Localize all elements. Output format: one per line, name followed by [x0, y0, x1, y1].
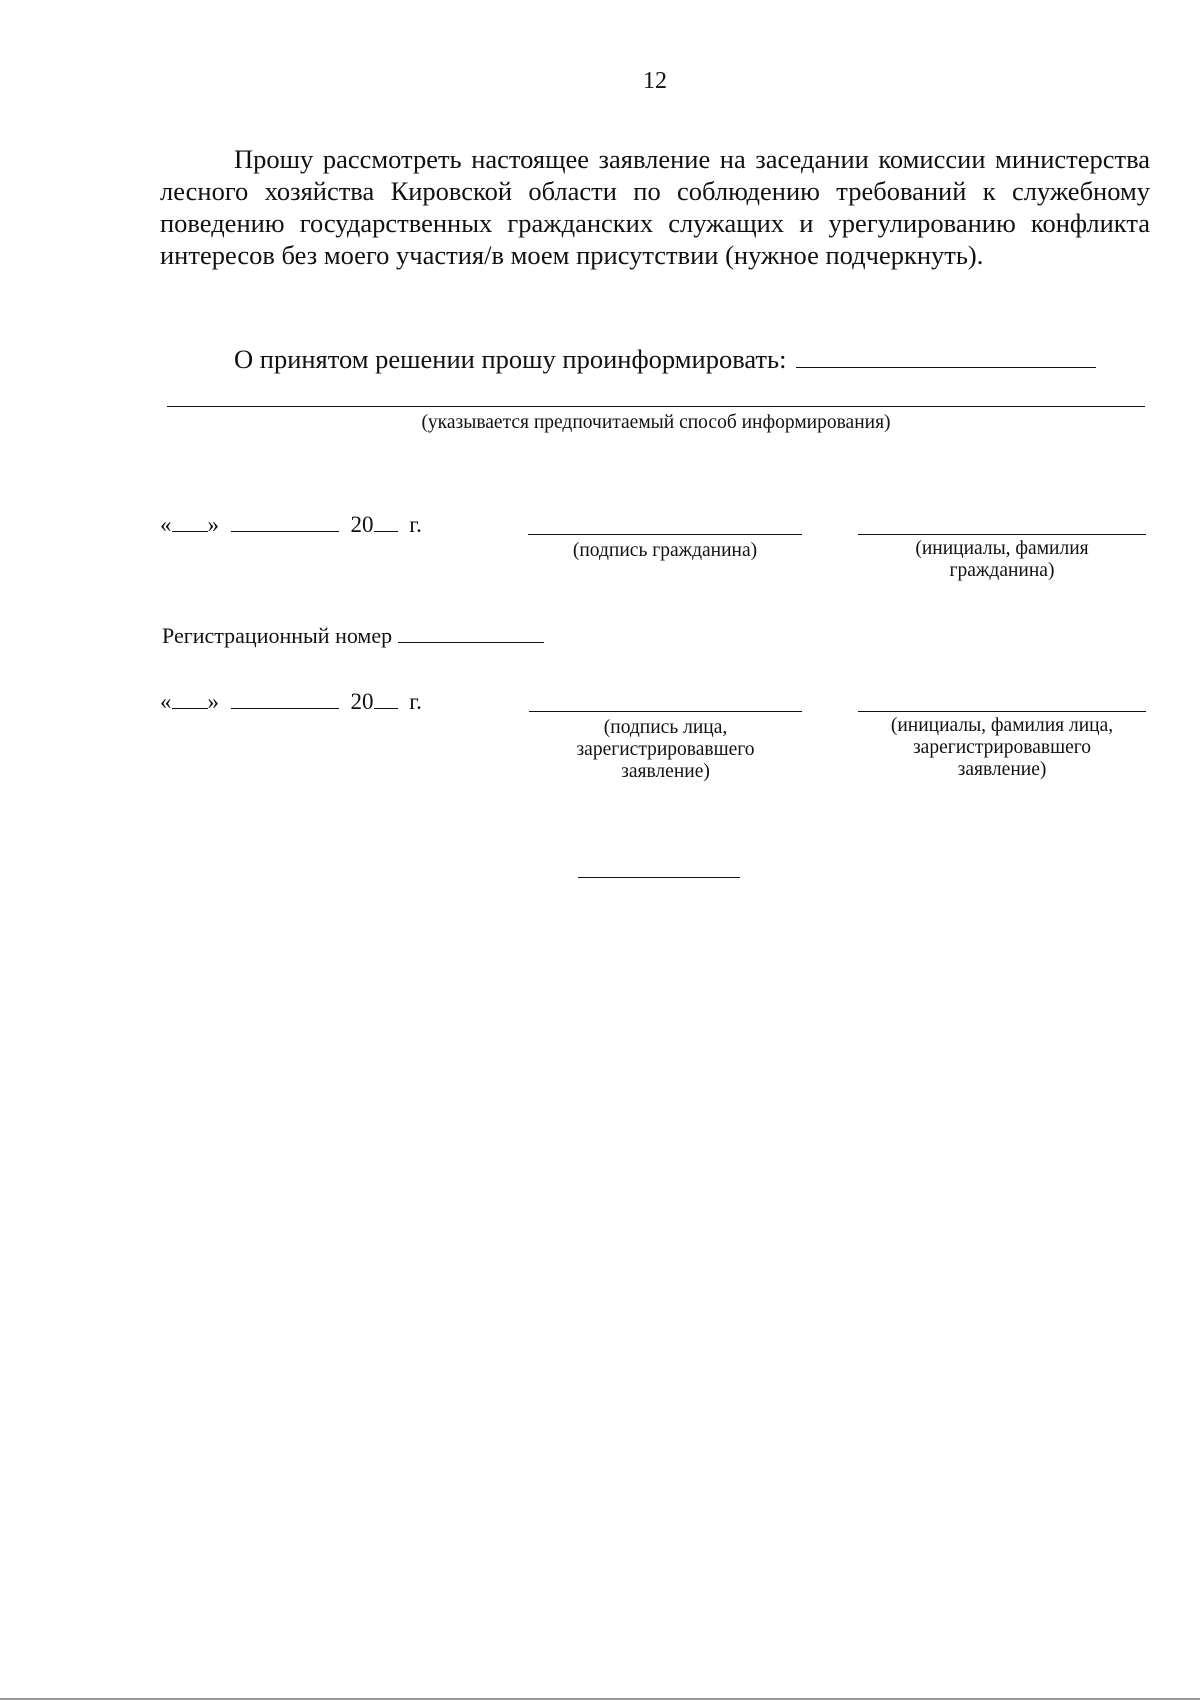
page-number: 12 [643, 68, 667, 94]
month-blank [231, 511, 339, 532]
registrar-name-line [858, 711, 1146, 712]
year-blank [374, 688, 398, 709]
registrar-date-field: « » 20 г. [160, 689, 422, 714]
registrar-signature-line [529, 711, 802, 712]
citizen-name-caption: (инициалы, фамилия гражданина) [915, 538, 1089, 581]
registration-number-field: Регистрационный номер [162, 622, 544, 649]
inform-label: О принятом решении прошу проинформировать: [234, 344, 787, 374]
inform-caption: (указывается предпочитаемый способ информирования) [421, 412, 891, 433]
citizen-signature-caption: (подпись гражданина) [572, 540, 758, 561]
inform-method-blank [796, 343, 1096, 368]
registrar-signature-caption: (подпись лица, зарегистрировавшего заявление) [576, 717, 755, 782]
inform-paragraph [160, 343, 1150, 375]
inform-method-line [167, 406, 1145, 407]
registrar-name-caption: (инициалы, фамилия лица, зарегистрировавшего заявление) [890, 715, 1114, 780]
registration-number-blank [398, 622, 544, 643]
day-blank [172, 688, 208, 709]
month-blank [231, 688, 339, 709]
day-blank [172, 511, 208, 532]
citizen-signature-line [528, 534, 802, 535]
citizen-name-line [858, 534, 1146, 535]
citizen-date-field: « » 20 г. [160, 512, 422, 537]
end-of-document-rule [578, 877, 740, 878]
year-blank [374, 511, 398, 532]
request-paragraph: Прошу рассмотреть настоящее заявление на заседании комиссии министерства лесного хозяйства Кировской области по соблюдению требований к служебному поведению государственных гражданских служащих и урегулированию конфликта интересов без моего участия/в моем присутствии (нужное подчеркнуть). [160, 144, 1150, 270]
